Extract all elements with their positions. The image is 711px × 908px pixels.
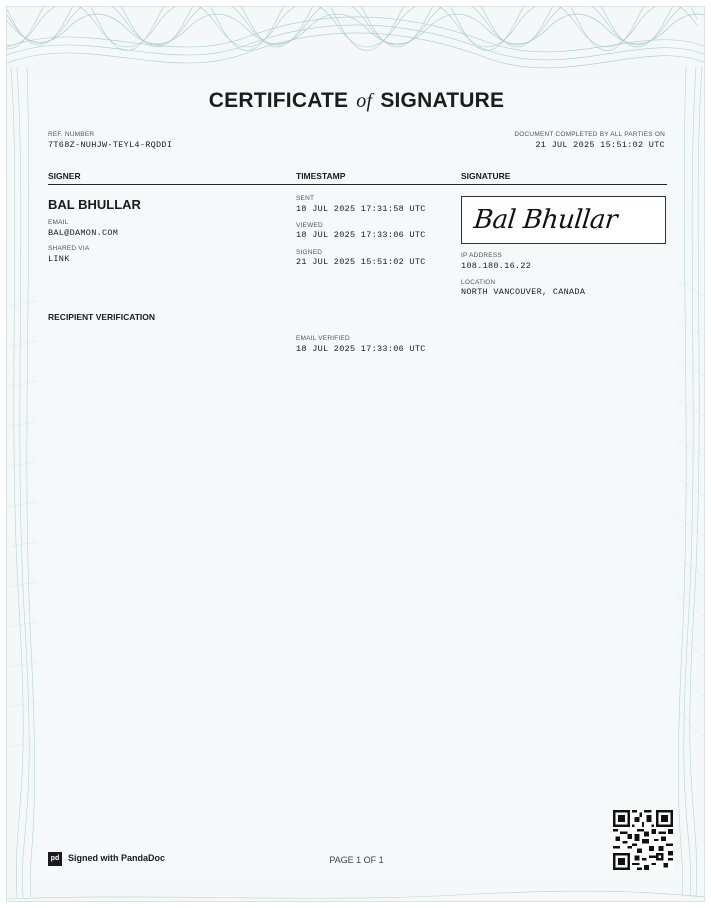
- email-verified-label: EMAIL VERIFIED: [296, 335, 350, 342]
- pandadoc-logo-icon: pd: [48, 852, 62, 866]
- signed-label: SIGNED: [296, 249, 323, 256]
- shared-via-label: SHARED VIA: [48, 245, 90, 252]
- signed-value: 21 JUL 2025 15:51:02 UTC: [296, 257, 426, 267]
- column-signer: SIGNER: [48, 171, 81, 181]
- viewed-value: 18 JUL 2025 17:33:06 UTC: [296, 230, 426, 240]
- completed-value: 21 JUL 2025 15:51:02 UTC: [535, 140, 665, 150]
- location-label: LOCATION: [461, 279, 496, 286]
- shared-via-value: LINK: [48, 254, 70, 264]
- recipient-verification-heading: RECIPIENT VERIFICATION: [48, 312, 156, 322]
- certificate-title: [7, 89, 705, 113]
- sent-value: 18 JUL 2025 17:31:58 UTC: [296, 204, 426, 214]
- header-divider: [48, 184, 667, 185]
- qr-code-icon[interactable]: [613, 810, 673, 870]
- signer-name: BAL BHULLAR: [48, 197, 141, 212]
- page-number: PAGE 1 OF 1: [329, 855, 384, 865]
- email-label: EMAIL: [48, 219, 69, 226]
- signed-with-pandadoc[interactable]: Signed with PandaDoc: [68, 853, 166, 863]
- handwritten-signature: Bal Bhullar: [472, 205, 619, 235]
- ip-address-value: 108.180.16.22: [461, 261, 532, 271]
- sent-label: SENT: [296, 195, 315, 202]
- ref-number-value: 7T68Z-NUHJW-TEYL4-RQDDI: [48, 140, 173, 150]
- ip-address-label: IP ADDRESS: [461, 252, 502, 259]
- ref-number-label: REF. NUMBER: [48, 131, 95, 138]
- certificate-page: [6, 6, 705, 902]
- column-signature: SIGNATURE: [461, 171, 511, 181]
- signer-email: BAL@DAMON.COM: [48, 228, 119, 238]
- title-certificate: CERTIFICATE: [208, 89, 349, 112]
- column-timestamp: TIMESTAMP: [296, 171, 346, 181]
- title-signature: SIGNATURE: [380, 89, 505, 112]
- email-verified-value: 18 JUL 2025 17:33:06 UTC: [296, 344, 426, 354]
- viewed-label: VIEWED: [296, 222, 323, 229]
- completed-label: DOCUMENT COMPLETED BY ALL PARTIES ON: [514, 131, 665, 138]
- location-value: NORTH VANCOUVER, CANADA: [461, 287, 586, 297]
- title-of: of: [356, 90, 373, 112]
- signature-box: [461, 196, 666, 244]
